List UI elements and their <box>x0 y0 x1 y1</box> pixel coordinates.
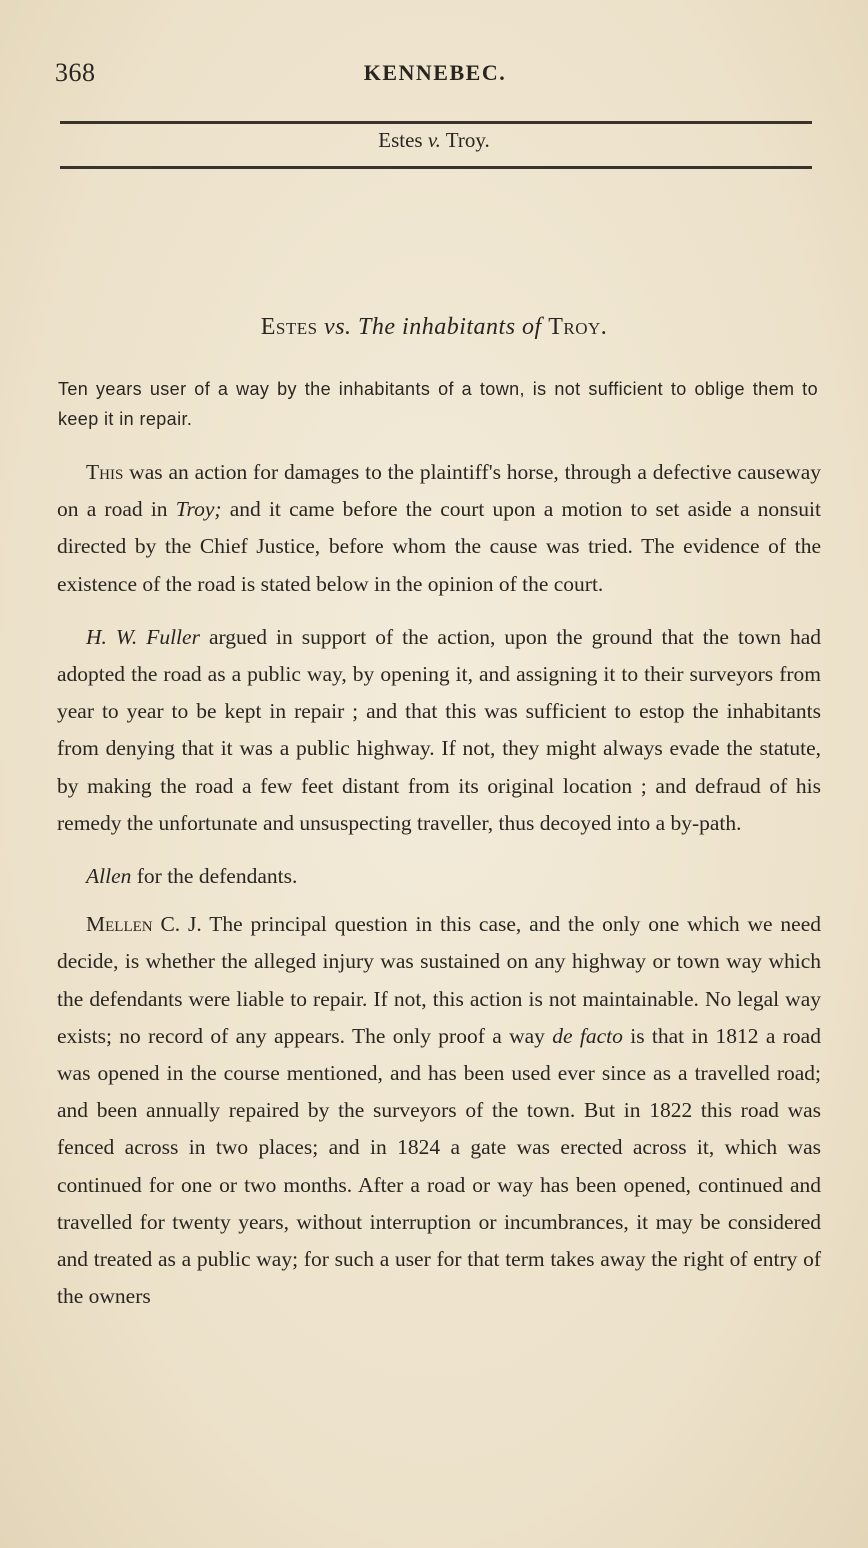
paragraph-facts <box>57 454 821 603</box>
case-title <box>0 314 868 341</box>
paragraph-defendant-counsel <box>57 858 821 895</box>
running-head <box>55 58 815 92</box>
judge-name-mellen: Mellen <box>86 912 153 937</box>
counsel-name-fuller: H. W. Fuller <box>86 624 200 649</box>
paragraph-text: argued in support of the action, upon the ground that the town had adopted the road as a public way, by opening it, and assigning it to their surveyors from year to year to be kept in repair ; and that this was sufficient to estop the inhabitants from denying that it was a public highway. If not, they might always evade the statute, by making the road a few feet distant from its original location ; and defraud of his remedy the unfortunate and unsuspecting traveller, thus decoyed into a by-path. <box>57 624 822 835</box>
paragraph-text: for the defendants. <box>131 864 298 889</box>
subhead-defendant: Troy. <box>440 128 490 152</box>
case-title-defendant: Troy. <box>548 314 608 340</box>
paragraph-lead-word: This <box>86 460 124 484</box>
paragraph-opinion <box>57 906 821 1315</box>
term-de-facto: de facto <box>552 1023 623 1048</box>
counsel-name-allen: Allen <box>86 864 132 889</box>
paragraph-plaintiff-argument <box>57 619 821 842</box>
page-number: 368 <box>55 58 96 87</box>
place-name-troy: Troy; <box>175 497 222 522</box>
paragraph-text: C. J. The principal question in this case, and the only one which we need decide, is whether the alleged injury was sustained on any highway or town way which the defendants were liable to repair. If not, this action is not maintainable. No legal way exists; no record of any appears. The only proof a way <box>57 912 821 1048</box>
subhead-plaintiff: Estes <box>378 128 428 152</box>
paragraph-text: and it came before the court upon a motion to set aside a nonsuit directed by the Chief Justice, before whom the cause was tried. The evidence of the existence of the road is stated below in the opinion of the court. <box>57 497 821 596</box>
case-title-inhabitants: The inhabitants of <box>351 314 549 340</box>
paragraph-text: is that in 1812 a road was opened in the course mentioned, and has been used ever since as a travelled road; and been annually repaired by the surveyors of the town. But in 1822 this road was fenced across in two places; and in 1824 a gate was erected across it, which was continued for one or two months. After a road or way has been opened, continued and travelled for twenty years, without interruption or incumbrances, it may be considered and treated as a public way; for such a user for that term takes away the right of entry of the owners <box>57 1023 821 1309</box>
running-title: KENNEBEC. <box>363 60 507 85</box>
subhead-versus: v. <box>427 128 441 152</box>
paragraph-text: was an action for damages to the plaintiff's horse, through a defective causeway on a road in <box>57 460 821 522</box>
case-title-versus: vs. <box>324 314 352 340</box>
case-subhead <box>0 128 868 153</box>
headnote: Ten years user of a way by the inhabitants of a town, is not sufficient to oblige them to keep it in repair. <box>58 379 818 429</box>
opinion-body <box>57 454 821 1331</box>
case-title-plaintiff: Estes <box>260 314 325 340</box>
top-rule <box>60 121 812 124</box>
bottom-rule <box>60 166 812 169</box>
